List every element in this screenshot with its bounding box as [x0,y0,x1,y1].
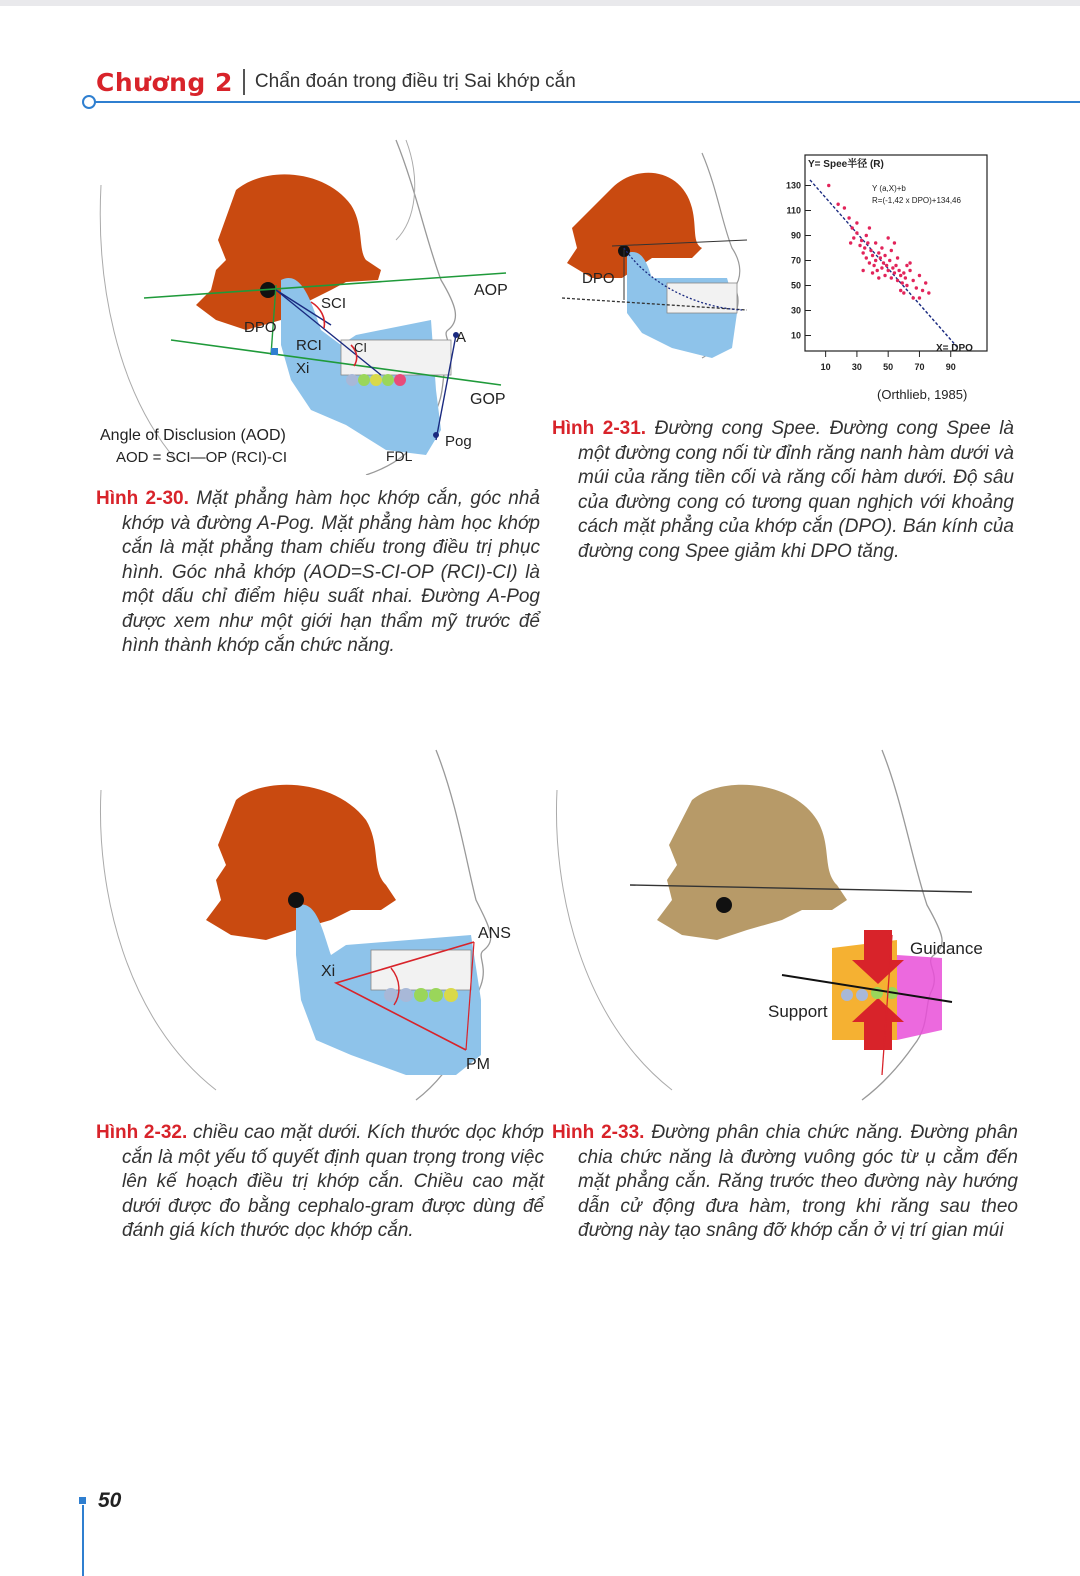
y-tick-label: 90 [790,230,801,241]
y-tick-label: 50 [790,280,801,291]
x-tick-label: 70 [914,362,925,372]
chapter-label: Chương 2 [96,67,233,97]
scatter-point [883,254,886,257]
chart-annotation-2: R=(-1,42 x DPO)+134,46 [872,196,961,205]
label-ci: CI [354,340,367,355]
scatter-point [901,281,904,284]
scatter-point [871,254,874,257]
label-xi-32: Xi [321,963,336,980]
chart-xlabel: X= DPO [936,343,973,354]
scatter-point [883,274,886,277]
scatter-point [905,284,908,287]
scatter-point [890,249,893,252]
y-tick-label: 130 [785,180,801,191]
y-tick-label: 10 [790,330,801,341]
scatter-point [908,261,911,264]
label-support: Support [768,1002,828,1021]
caption-2-30-number: Hình 2-30. [96,488,189,509]
figure-2-33 [552,740,992,1105]
scatter-point [893,271,896,274]
scatter-point [871,271,874,274]
scatter-point [886,236,889,239]
scatter-point [905,264,908,267]
caption-2-30 [96,487,540,659]
caption-2-33 [552,1121,1018,1244]
header-rule-dot [82,95,96,109]
caption-2-31 [552,417,1014,564]
page-number: 50 [98,1489,122,1512]
caption-2-31-number: Hình 2-31. [552,418,647,439]
x-tick-label: 30 [851,362,862,372]
figure-2-30-illustration [96,130,526,475]
scatter-point [912,279,915,282]
scatter-point [858,244,861,247]
scatter-point [896,256,899,259]
scatter-point [896,279,899,282]
scatter-point [865,256,868,259]
caption-2-33-text: Đường phân chia chức năng. Đường phân chia chức năng là đường vuông góc từ ụ cằm đến mặt phẳng cắn. Răng trước theo đường này hướng dẫn cử động đưa hàm, trong khi răng sau theo đường này tạo snâng đỡ khớp cắn ở vị trí gian múi [578,1122,1019,1241]
label-aod-title: Angle of Disclusion (AOD) [100,427,286,444]
scatter-point [863,246,866,249]
scatter-point [852,236,855,239]
figure-2-32-illustration [96,740,526,1105]
label-dpo-31: DPO [582,270,615,287]
scatter-point [855,221,858,224]
label-pog: Pog [445,433,472,450]
scatter-point [880,266,883,269]
scatter-point [861,251,864,254]
label-ans: ANS [478,925,511,942]
scatter-point [827,184,830,187]
chart-title: Y= Spee半径 (R) [808,159,884,170]
label-gop: GOP [470,391,506,408]
running-header [96,64,576,100]
scatter-point [879,256,882,259]
scatter-point [886,269,889,272]
scatter-point [885,264,888,267]
spee-chart [786,155,987,402]
scatter-point [899,289,902,292]
scatter-point [921,289,924,292]
scatter-point [872,264,875,267]
scatter-point [855,231,858,234]
scatter-point [890,276,893,279]
caption-2-32-text: chiều cao mặt dưới. Kích thước dọc khớp cắn là một yếu tố quyết định quan trọng trong việc lên kế hoạch điều trị khớp cắn. Chiều cao mặt dưới được đo bằng cephalo-gram được dùng để đánh giá kích thước dọc khớp cắn. [122,1122,545,1241]
figure-2-30 [96,130,526,475]
x-tick-label: 50 [883,362,894,372]
label-a: A [456,329,467,346]
scatter-point [880,246,883,249]
label-dpo: DPO [244,319,277,336]
scatter-point [836,203,839,206]
caption-2-30-text: Mặt phẳng hàm học khớp cắn, góc nhả khớp và đường A-Pog. Mặt phẳng hàm học khớp cắn là mặt phẳng tham chiếu trong điều trị phục hình. Góc nhả khớp (AOD=S-CI-OP (RCI)-CI) là một dấu chỉ điểm hiệu suất nhai. Đường A-Pog được xem như một giới hạn thẩm mỹ trước để hình thành khớp cắn chức năng. [122,488,540,656]
x-tick-label: 90 [945,362,956,372]
scatter-point [866,241,869,244]
figure-2-32 [96,740,526,1105]
scatter-point [912,296,915,299]
caption-2-33-number: Hình 2-33. [552,1122,645,1143]
scatter-point [891,266,894,269]
header-separator [243,69,245,95]
scatter-point [927,291,930,294]
scatter-point [904,276,907,279]
label-guidance: Guidance [910,939,983,958]
top-bar [0,0,1080,6]
label-sci: SCI [321,295,347,312]
scatter-point [860,239,863,242]
x-tick-label: 10 [820,362,831,372]
scatter-point [843,206,846,209]
page-number-rule [82,1505,84,1576]
label-pm: PM [466,1056,490,1073]
scatter-point [897,269,900,272]
caption-2-32-number: Hình 2-32. [96,1122,188,1143]
y-tick-label: 30 [790,305,801,316]
caption-2-32 [96,1121,544,1244]
label-fdl: FDL [386,448,413,464]
page-number-marker [79,1497,86,1504]
scatter-point [874,241,877,244]
scatter-point [868,226,871,229]
scatter-point [894,264,897,267]
scatter-point [908,269,911,272]
chart-source: (Orthlieb, 1985) [877,387,968,402]
scatter-point [899,274,902,277]
scatter-point [877,276,880,279]
scatter-point [868,261,871,264]
scatter-point [869,249,872,252]
scatter-point [918,274,921,277]
scatter-point [847,216,850,219]
label-rci: RCI [296,337,322,354]
figure-2-33-illustration [552,740,992,1105]
scatter-point [915,286,918,289]
scatter-point [861,269,864,272]
scatter-point [902,291,905,294]
y-tick-label: 110 [786,205,801,216]
figure-2-31 [552,148,992,408]
label-aod-formula: AOD = SCI—OP (RCI)-CI [116,449,287,466]
scatter-point [877,251,880,254]
caption-2-31-text: Đường cong Spee. Đường cong Spee là một đường cong nối từ đỉnh răng nanh hàm dưới và múi của răng tiền cối và răng cối hàm dưới. Độ sâu của đường cong có tương quan nghịch với khoảng cách mặt phẳng của khớp cắn (DPO). Bán kính của đường cong Spee giảm khi DPO tăng. [578,418,1014,562]
scatter-point [893,241,896,244]
scatter-point [888,259,891,262]
scatter-point [924,281,927,284]
scatter-point [902,271,905,274]
y-tick-label: 70 [790,255,801,266]
chapter-title: Chẩn đoán trong điều trị Sai khớp cắn [254,71,576,92]
scatter-point [874,259,877,262]
scatter-point [851,226,854,229]
chart-annotation-1: Y (a,X)+b [872,184,906,193]
label-xi: Xi [296,360,310,377]
header-rule [92,101,1080,103]
scatter-point [882,261,885,264]
label-aop: AOP [474,282,508,299]
figure-2-31-illustration [552,148,992,408]
scatter-point [865,234,868,237]
scatter-point [849,241,852,244]
scatter-point [876,269,879,272]
scatter-point [918,296,921,299]
